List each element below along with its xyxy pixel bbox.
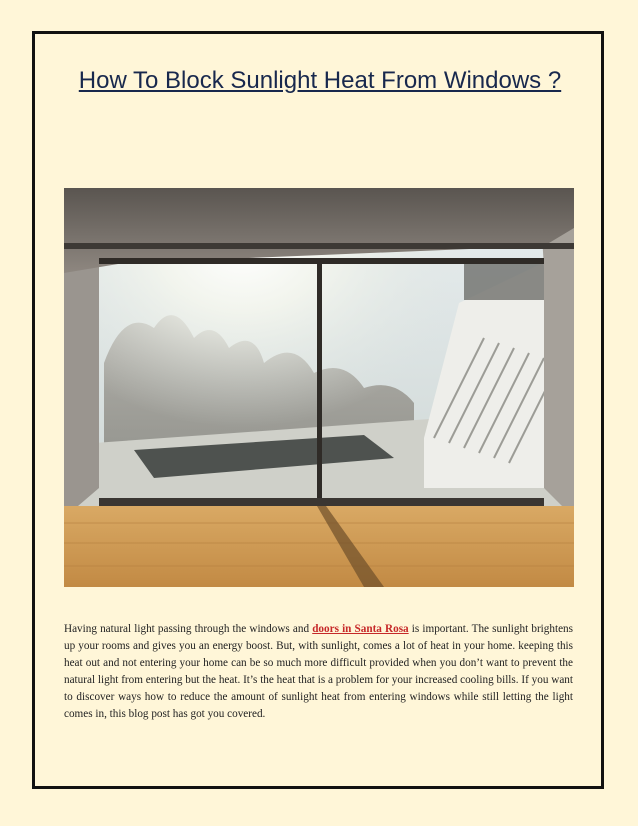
doors-santa-rosa-link[interactable]: doors in Santa Rosa — [312, 623, 409, 635]
body-paragraph — [64, 621, 573, 723]
page-title: How To Block Sunlight Heat From Windows ? — [78, 67, 562, 94]
paragraph-text-end: is important. The sunlight brightens up your rooms and gives you an energy boost. But, with sunlight, comes a lot of heat in your home. keeping this heat out and not entering your home can be so much more difficult provided when you don’t want to prevent the natural light from entering but the heat. It’s the heat that is a problem for your increased cooling bills. If you want to discover ways how to reduce the amount of sunlight heat from entering windows while still letting the light comes in, this blog post has got you covered. — [64, 623, 573, 720]
paragraph-text-start: Having natural light passing through the windows and — [64, 623, 313, 635]
room-window-photo — [64, 188, 574, 587]
